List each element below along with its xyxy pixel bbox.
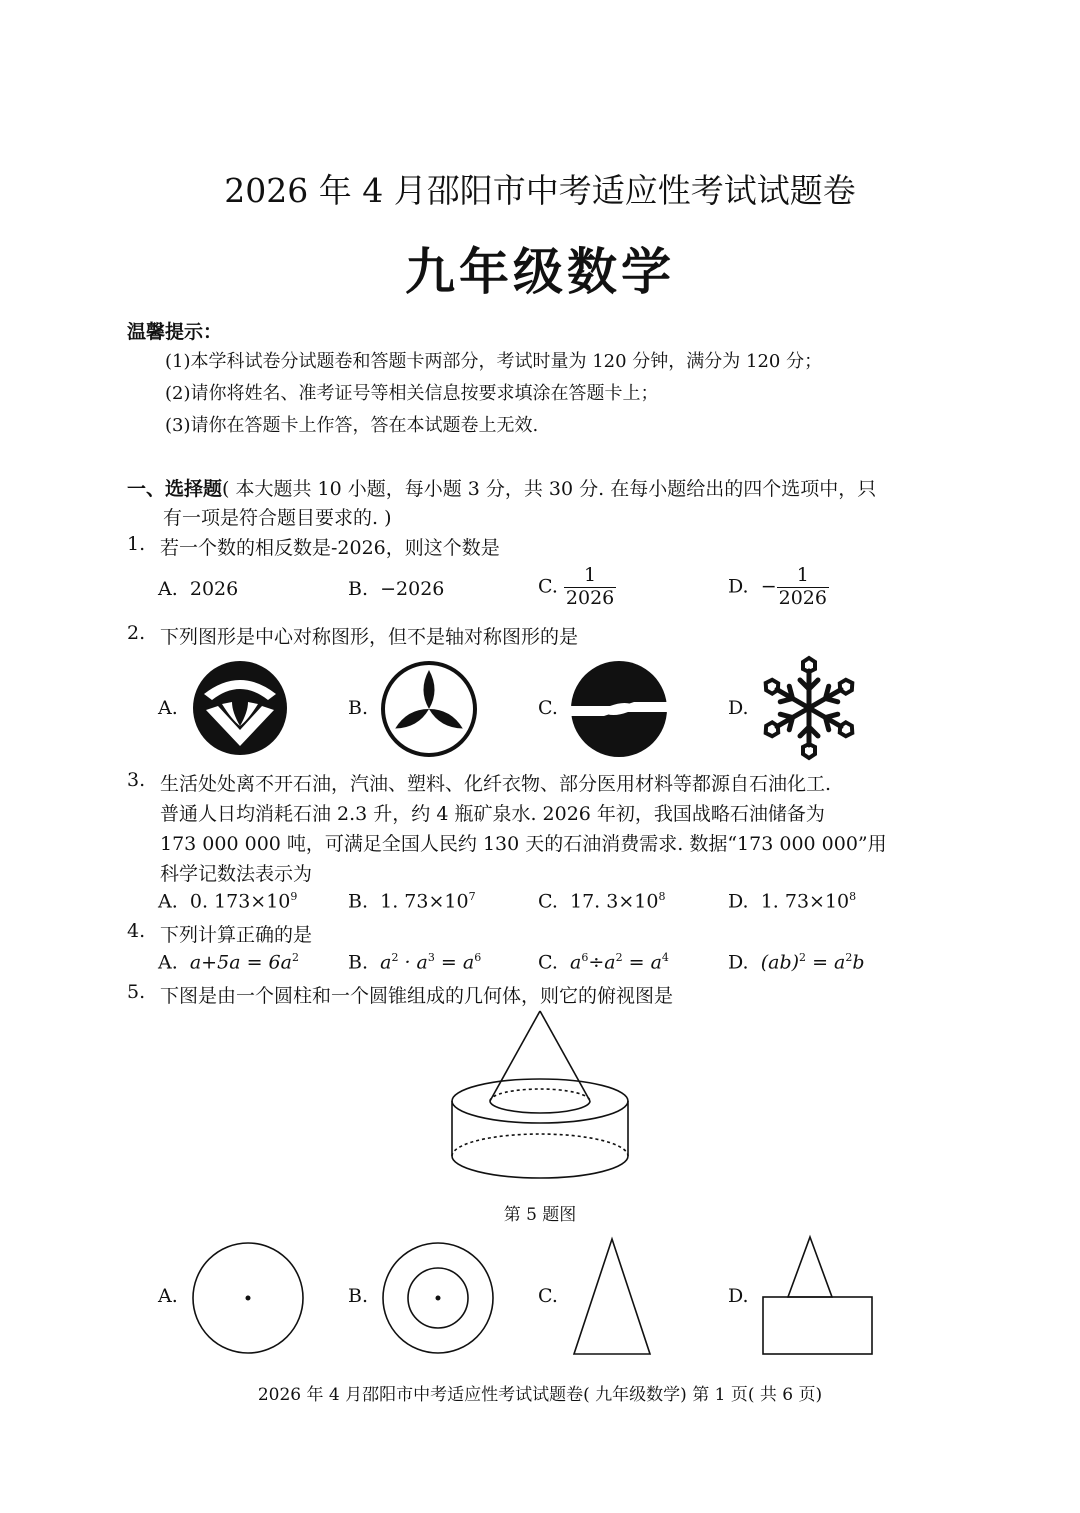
question-number: 2.	[127, 622, 146, 644]
option-b: B. $a^2 \cdot a^3 = a^6$	[348, 951, 482, 974]
option-a-label: A.	[158, 1285, 178, 1307]
option-a: A. 0. $173\times 10^9$	[158, 890, 298, 913]
option-b-label: B.	[348, 697, 369, 719]
tip-item-2: (2)请你将姓名、准考证号等相关信息按要求填涂在答题卡上；	[165, 383, 659, 404]
option-b-label: B.	[348, 1285, 369, 1307]
question-line: 科学记数法表示为	[160, 863, 313, 885]
option-c: C. 17. $3\times 10^8$	[538, 890, 666, 913]
question-line: 生活处处离不开石油，汽油、塑料、化纤衣物、部分医用材料等都源自石油化工.	[160, 773, 832, 795]
option-a-label: A.	[158, 697, 178, 719]
tips-heading: 温馨提示：	[127, 321, 223, 343]
triangle-figure-c	[570, 1236, 654, 1358]
question-text: 下列图形是中心对称图形，但不是轴对称图形的是	[160, 626, 579, 648]
question-text: 下图是由一个圆柱和一个圆锥组成的几何体，则它的俯视图是	[160, 985, 674, 1007]
option-d: D. 1. $73\times 10^8$	[728, 890, 857, 913]
option-b: B. −2026	[348, 578, 445, 600]
option-d-label: D.	[728, 1285, 749, 1307]
exam-title: 2026 年 4 月邵阳市中考适应性考试试题卷	[224, 171, 856, 210]
section-label: 一、选择题	[127, 478, 223, 500]
question-number: 4.	[127, 920, 146, 942]
question-line: 普通人日均消耗石油 2.3 升，约 4 瓶矿泉水. 2026 年初，我国战略石油储备为	[160, 803, 825, 825]
snowflake-icon-d	[760, 655, 858, 761]
section-heading	[127, 474, 876, 501]
fraction: $\frac{1}{2026}$	[565, 564, 615, 609]
handshake-icon-c	[570, 660, 668, 758]
circle-with-dot-figure-a	[190, 1240, 306, 1356]
section-desc-2: 有一项是符合题目要求的. )	[163, 507, 392, 529]
subject-title: 九年级数学	[405, 243, 675, 301]
cone-cylinder-figure	[448, 1008, 632, 1188]
option-c-label: C.	[538, 1285, 558, 1307]
emblem-icon-a	[192, 660, 288, 756]
triangle-on-rectangle-figure-d	[760, 1234, 876, 1358]
question-text: 若一个数的相反数是-2026，则这个数是	[160, 537, 500, 559]
option-c-label: C.	[538, 697, 558, 719]
option-c: C. $\frac{1}{2026}$	[538, 564, 615, 609]
question-line: 173 000 000 吨，可满足全国人民约 130 天的石油消费需求. 数据“173 000 000”用	[160, 833, 887, 855]
concentric-circles-figure-b	[380, 1240, 496, 1356]
page-footer: 2026 年 4 月邵阳市中考适应性考试试题卷( 九年级数学) 第 1 页( 共 6 页)	[257, 1385, 823, 1405]
option-b: B. 1. $73\times 10^7$	[348, 890, 476, 913]
fraction: $\frac{1}{2026}$	[778, 564, 827, 609]
option-d: D. − $\frac{1}{2026}$	[728, 564, 827, 609]
tip-item-1: (1)本学科试卷分试题卷和答题卡两部分，考试时量为 120 分钟，满分为 120 分；	[165, 351, 823, 372]
section-desc-1: ( 本大题共 10 小题，每小题 3 分，共 30 分. 在每小题给出的四个选项中，只	[222, 478, 877, 500]
option-a: A. $a+5a = 6a^2$	[158, 951, 299, 974]
option-d: D. $(ab)^2 = a^2b$	[728, 951, 865, 974]
question-number: 1.	[127, 533, 146, 555]
question-text: 下列计算正确的是	[160, 924, 313, 946]
figure-caption: 第 5 题图	[503, 1205, 577, 1225]
question-number: 3.	[127, 769, 146, 791]
option-d-label: D.	[728, 697, 749, 719]
question-number: 5.	[127, 981, 146, 1003]
tip-item-3: (3)请你在答题卡上作答，答在本试题卷上无效.	[165, 415, 539, 436]
tri-blade-icon-b	[380, 660, 478, 758]
option-c: C. $a^6\div a^2 = a^4$	[538, 951, 669, 974]
option-a: A. 2026	[158, 578, 239, 600]
